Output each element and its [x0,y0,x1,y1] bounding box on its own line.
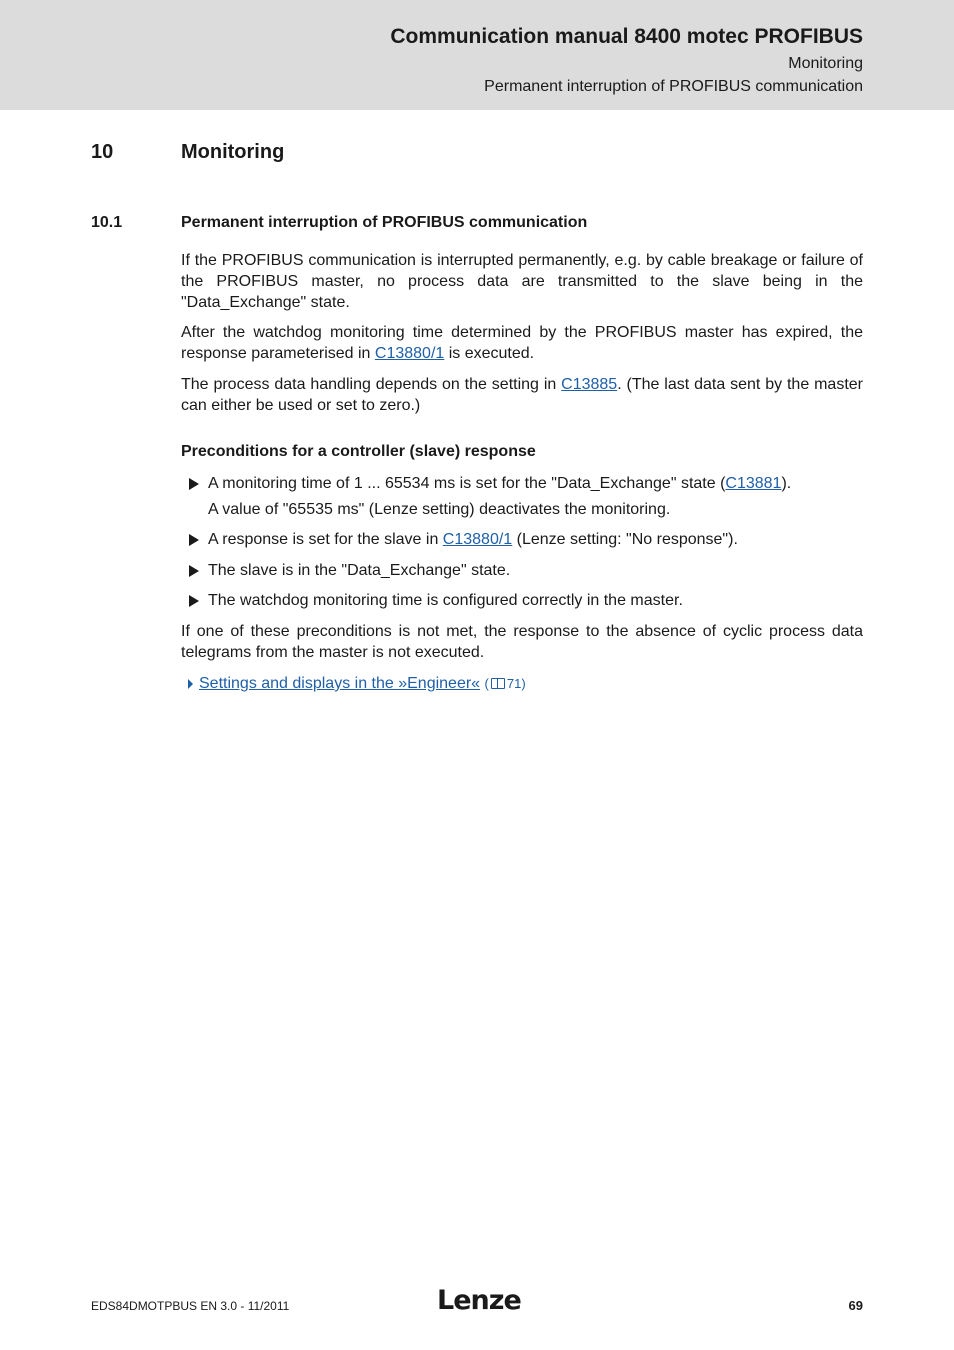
book-icon [491,678,505,689]
link-c13880-1-response[interactable]: C13880/1 [442,531,513,548]
bullet-text-part: A monitoring time of 1 ... 65534 ms is set for the "Data_Exchange" state ( [208,475,726,492]
xref-page-open: ( [484,676,489,691]
link-c13885[interactable]: C13885 [561,376,618,393]
bullet-triangle-icon [189,565,199,577]
xref-arrow-icon [188,679,193,689]
footer-doc-id: EDS84DMOTPBUS EN 3.0 - 11/2011 [91,1299,290,1313]
chapter-title: Monitoring [181,141,285,163]
bullet-text-part: A response is set for the slave in [208,531,443,548]
bullet-text-part: (Lenze setting: "No response"). [512,531,738,548]
section-number: 10.1 [91,214,123,231]
header-chapter: Monitoring [788,55,863,72]
paragraph-text: is executed. [444,345,535,362]
bullet-text [208,527,863,553]
preconditions-heading: Preconditions for a controller (slave) response [181,443,536,460]
bullet-triangle-icon [189,478,199,490]
paragraph-text: After the watchdog monitoring time determined by the PROFIBUS master has expired, the response parameterised in [181,324,863,362]
bullet-text: The slave is in the "Data_Exchange" state. [208,562,511,579]
paragraph-text: . (The last data sent by the master can either be used or set to zero.) [181,376,864,414]
link-settings-engineer[interactable]: Settings and displays in the »Engineer« [199,675,481,692]
bullet-monitoring-time [181,471,863,523]
header-section: Permanent interruption of PROFIBUS communication [484,78,863,95]
link-c13880-1[interactable]: C13880/1 [374,345,445,362]
paragraph-watchdog [181,322,863,364]
lenze-logo: Lenze [437,1285,521,1316]
bullet-watchdog-config [181,588,863,614]
xref-page-ref [485,676,526,691]
chapter-number: 10 [91,141,114,163]
page-number: 69 [848,1298,863,1313]
bullet-text-part: ). [781,475,792,492]
section-title: Permanent interruption of PROFIBUS communication [181,214,588,231]
cross-reference [181,673,526,694]
bullet-text [208,471,863,523]
bullet-triangle-icon [189,534,199,546]
xref-page-number: 71) [506,676,526,691]
paragraph-process-data [181,374,863,416]
paragraph-interruption: If the PROFIBUS communication is interrupted permanently, e.g. by cable breakage or failure of the PROFIBUS master, no process data are transmitted to the slave being in the "Data_Exchange" state. [181,252,863,311]
paragraph-text: The process data handling depends on the setting in [181,376,562,393]
bullet-response [181,527,863,553]
paragraph-not-met: If one of these preconditions is not met, the response to the absence of cyclic process data telegrams from the master is not executed. [181,623,863,661]
bullet-text: The watchdog monitoring time is configured correctly in the master. [208,592,683,609]
bullet-data-exchange [181,558,863,584]
link-c13881[interactable]: C13881 [725,475,782,492]
bullet-text-line2: A value of "65535 ms" (Lenze setting) deactivates the monitoring. [208,501,671,518]
manual-title: Communication manual 8400 motec PROFIBUS [390,25,863,48]
bullet-triangle-icon [189,595,199,607]
